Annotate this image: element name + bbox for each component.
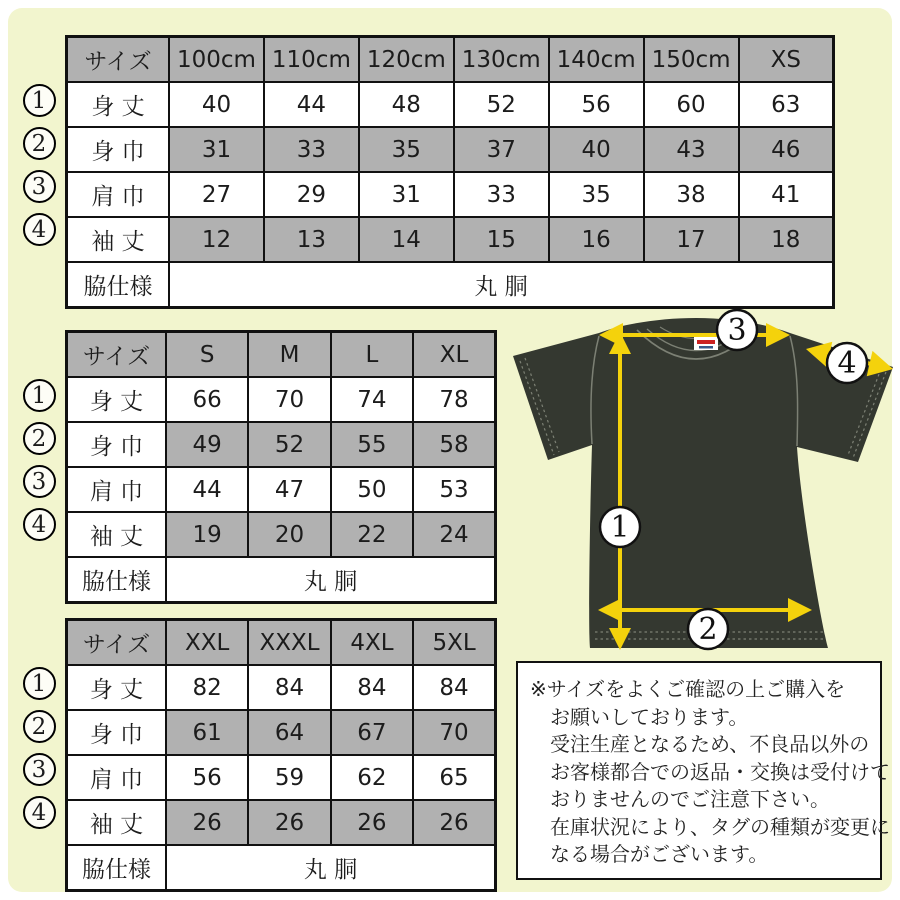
measure-value-cell: 18 <box>739 217 834 262</box>
measure-value-cell: 84 <box>248 665 330 710</box>
measure-row <box>67 82 834 127</box>
measure-value-cell: 52 <box>248 422 330 467</box>
row-marker-4: 4 <box>23 213 56 246</box>
measure-row <box>67 665 496 710</box>
size-table-xxl-5xl <box>31 618 497 892</box>
row-marker-1: 1 <box>23 84 56 117</box>
measure-row <box>67 512 496 557</box>
row-marker-column <box>17 662 61 834</box>
size-table <box>65 618 497 892</box>
measure-value-cell: 58 <box>413 422 495 467</box>
measure-value-cell: 55 <box>331 422 413 467</box>
measure-value-cell: 33 <box>264 127 359 172</box>
measure-value-cell: 47 <box>248 467 330 512</box>
measure-value-cell: 60 <box>644 82 739 127</box>
measure-label-cell: 身 丈 <box>67 377 167 422</box>
measure-value-cell: 26 <box>248 800 330 845</box>
measure-value-cell: 29 <box>264 172 359 217</box>
measure-value-cell: 17 <box>644 217 739 262</box>
marker-1-badge <box>600 507 640 547</box>
measure-value-cell: 33 <box>454 172 549 217</box>
row-marker-1: 1 <box>23 379 56 412</box>
marker-1-number: 1 <box>610 510 630 545</box>
marker-4-number: 4 <box>837 346 857 381</box>
measure-value-cell: 62 <box>331 755 413 800</box>
measure-label-cell: 身 丈 <box>67 82 170 127</box>
size-column-header: 120cm <box>359 37 454 83</box>
marker-2-number: 2 <box>698 612 718 647</box>
size-column-header: 100cm <box>169 37 264 83</box>
side-spec-value-cell: 丸 胴 <box>166 557 496 603</box>
measure-value-cell: 16 <box>549 217 644 262</box>
notice-line: 在庫状況により、タグの種類が変更に <box>550 814 890 839</box>
measure-value-cell: 65 <box>413 755 495 800</box>
measure-value-cell: 82 <box>166 665 248 710</box>
measure-row <box>67 377 496 422</box>
measure-label-cell: 身 巾 <box>67 422 167 467</box>
measure-value-cell: 31 <box>359 172 454 217</box>
header-row <box>67 37 834 83</box>
purchase-notice-box <box>516 661 890 880</box>
measure-value-cell: 56 <box>549 82 644 127</box>
measure-value-cell: 38 <box>644 172 739 217</box>
size-column-header: 5XL <box>413 620 495 666</box>
notice-line: おりませんのでご注意下さい。 <box>550 787 830 811</box>
measure-label-cell: 身 巾 <box>67 127 170 172</box>
measure-value-cell: 19 <box>166 512 248 557</box>
notice-line: ※サイズをよくご確認の上ご購入を <box>530 677 846 701</box>
measure-value-cell: 52 <box>454 82 549 127</box>
measure-value-cell: 26 <box>166 800 248 845</box>
measure-row <box>67 172 834 217</box>
row-marker-2: 2 <box>23 127 56 160</box>
measure-value-cell: 44 <box>166 467 248 512</box>
measure-value-cell: 70 <box>413 710 495 755</box>
measure-label-cell: 肩 巾 <box>67 172 170 217</box>
measure-row <box>67 800 496 845</box>
size-column-header: 140cm <box>549 37 644 83</box>
marker-2-badge <box>688 609 728 649</box>
side-spec-label-cell: 脇仕様 <box>67 845 167 891</box>
measure-label-cell: 身 巾 <box>67 710 167 755</box>
measure-value-cell: 12 <box>169 217 264 262</box>
notice-line: 受注生産となるため、不良品以外の <box>550 732 870 756</box>
measure-value-cell: 50 <box>331 467 413 512</box>
measure-row <box>67 710 496 755</box>
marker-3-badge <box>717 310 757 350</box>
measure-value-cell: 74 <box>331 377 413 422</box>
measure-value-cell: 14 <box>359 217 454 262</box>
header-row <box>67 332 496 378</box>
brand-tag-icon <box>694 337 718 350</box>
measure-value-cell: 49 <box>166 422 248 467</box>
side-spec-value-cell: 丸 胴 <box>169 262 834 308</box>
row-marker-3: 3 <box>23 465 56 498</box>
measure-value-cell: 35 <box>359 127 454 172</box>
size-header-cell: サイズ <box>67 37 170 83</box>
measure-label-cell: 肩 巾 <box>67 755 167 800</box>
measure-value-cell: 26 <box>413 800 495 845</box>
measure-value-cell: 61 <box>166 710 248 755</box>
size-table-s-xl <box>31 330 497 604</box>
size-column-header: XS <box>739 37 834 83</box>
side-spec-row <box>67 262 834 308</box>
tshirt-graphic <box>500 308 900 660</box>
size-column-header: L <box>331 332 413 378</box>
size-column-header: 110cm <box>264 37 359 83</box>
measure-row <box>67 755 496 800</box>
marker-4-badge <box>827 343 867 383</box>
measure-value-cell: 46 <box>739 127 834 172</box>
measure-value-cell: 59 <box>248 755 330 800</box>
size-column-header: S <box>166 332 248 378</box>
measure-value-cell: 44 <box>264 82 359 127</box>
marker-3-number: 3 <box>727 313 747 348</box>
header-row <box>67 620 496 666</box>
notice-line: お願いしております。 <box>550 704 749 729</box>
measure-label-cell: 身 丈 <box>67 665 167 710</box>
measure-value-cell: 48 <box>359 82 454 127</box>
row-marker-column <box>17 79 61 251</box>
measure-value-cell: 27 <box>169 172 264 217</box>
measure-value-cell: 78 <box>413 377 495 422</box>
measure-value-cell: 20 <box>248 512 330 557</box>
measure-row <box>67 422 496 467</box>
measure-value-cell: 41 <box>739 172 834 217</box>
measure-value-cell: 35 <box>549 172 644 217</box>
side-spec-value-cell: 丸 胴 <box>166 845 496 891</box>
row-marker-3: 3 <box>23 170 56 203</box>
row-marker-4: 4 <box>23 508 56 541</box>
side-spec-label-cell: 脇仕様 <box>67 262 170 308</box>
measure-value-cell: 63 <box>739 82 834 127</box>
measure-value-cell: 26 <box>331 800 413 845</box>
size-column-header: XXXL <box>248 620 330 666</box>
size-column-header: XL <box>413 332 495 378</box>
size-column-header: 4XL <box>331 620 413 666</box>
measure-value-cell: 13 <box>264 217 359 262</box>
size-table-kids <box>31 35 835 309</box>
measure-value-cell: 67 <box>331 710 413 755</box>
measure-row <box>67 127 834 172</box>
tshirt-measurement-diagram <box>500 308 900 660</box>
measure-label-cell: 肩 巾 <box>67 467 167 512</box>
side-spec-row <box>67 557 496 603</box>
row-marker-1: 1 <box>23 667 56 700</box>
row-marker-2: 2 <box>23 422 56 455</box>
notice-line: お客様都合での返品・交換は受付けて <box>550 759 890 784</box>
measure-label-cell: 袖 丈 <box>67 512 167 557</box>
measure-value-cell: 66 <box>166 377 248 422</box>
measure-value-cell: 37 <box>454 127 549 172</box>
size-column-header: 130cm <box>454 37 549 83</box>
measure-value-cell: 53 <box>413 467 495 512</box>
measure-value-cell: 40 <box>169 82 264 127</box>
row-marker-column <box>17 374 61 546</box>
size-column-header: 150cm <box>644 37 739 83</box>
measure-value-cell: 43 <box>644 127 739 172</box>
measure-value-cell: 40 <box>549 127 644 172</box>
row-marker-3: 3 <box>23 753 56 786</box>
notice-line: なる場合がございます。 <box>550 842 769 866</box>
measure-value-cell: 15 <box>454 217 549 262</box>
measure-value-cell: 64 <box>248 710 330 755</box>
measure-value-cell: 70 <box>248 377 330 422</box>
measure-row <box>67 467 496 512</box>
measure-value-cell: 22 <box>331 512 413 557</box>
measure-row <box>67 217 834 262</box>
measure-label-cell: 袖 丈 <box>67 217 170 262</box>
size-table <box>65 35 835 309</box>
size-header-cell: サイズ <box>67 332 167 378</box>
side-spec-label-cell: 脇仕様 <box>67 557 167 603</box>
measure-value-cell: 24 <box>413 512 495 557</box>
size-table <box>65 330 497 604</box>
measure-value-cell: 31 <box>169 127 264 172</box>
size-column-header: M <box>248 332 330 378</box>
side-spec-row <box>67 845 496 891</box>
row-marker-2: 2 <box>23 710 56 743</box>
measure-value-cell: 84 <box>413 665 495 710</box>
size-header-cell: サイズ <box>67 620 167 666</box>
measure-label-cell: 袖 丈 <box>67 800 167 845</box>
measure-value-cell: 56 <box>166 755 248 800</box>
size-column-header: XXL <box>166 620 248 666</box>
measure-value-cell: 84 <box>331 665 413 710</box>
row-marker-4: 4 <box>23 796 56 829</box>
